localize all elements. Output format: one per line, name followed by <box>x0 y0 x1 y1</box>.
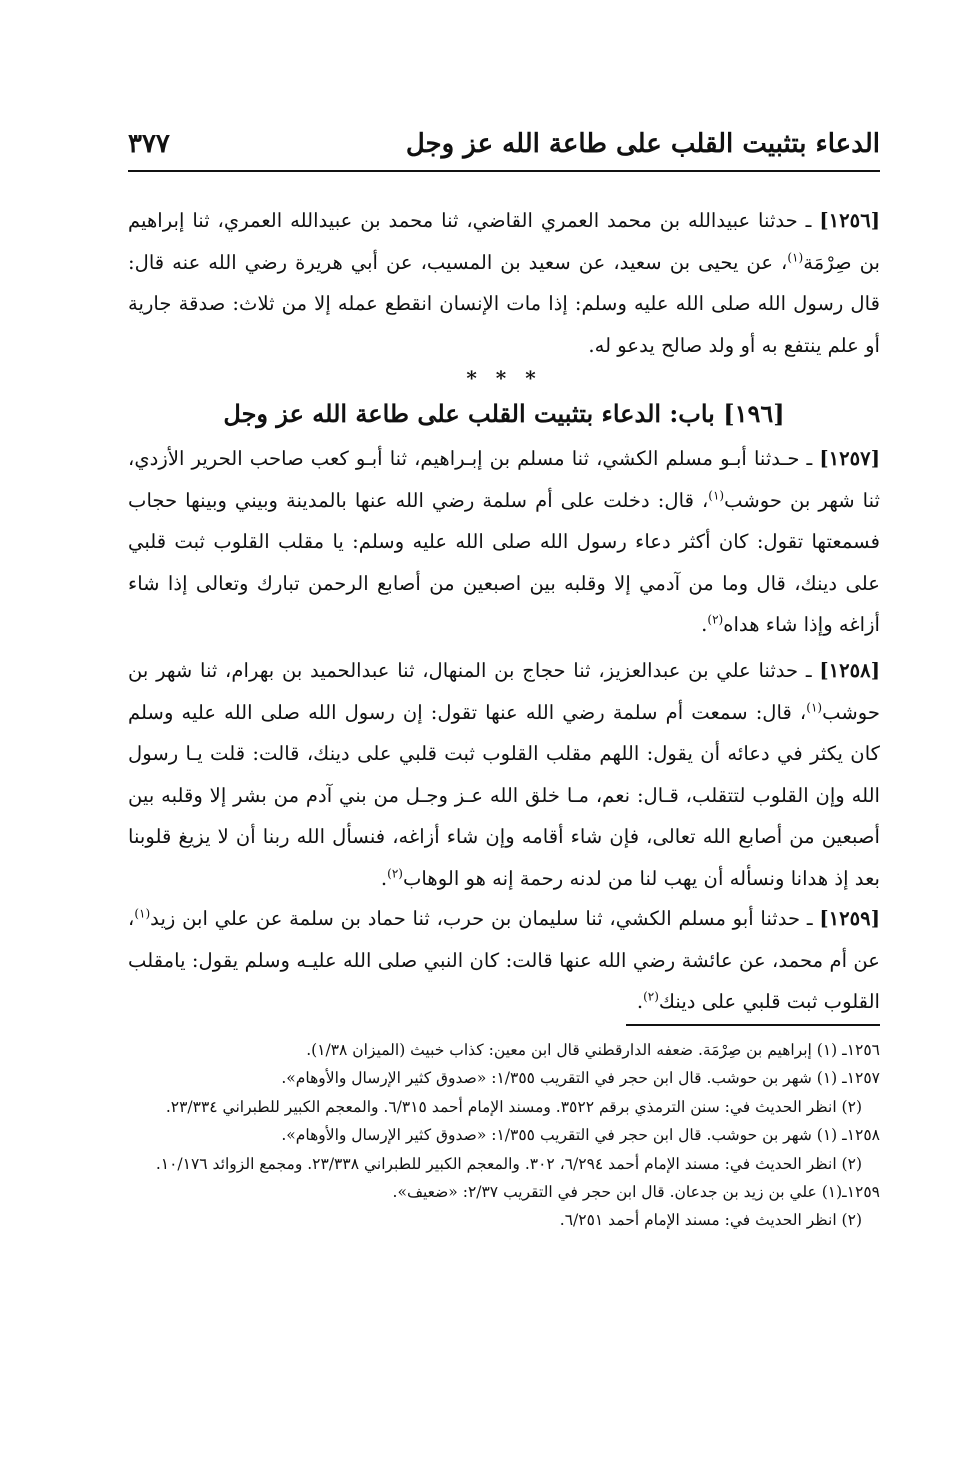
footnote-ref: (٢) <box>643 989 659 1004</box>
hadith-text: ، عن أم محمد، عن عائشة رضي الله عنها قالت: كان النبي صلى الله عليـه وسلم يقول: يامقلب القلوب ثبت قلبي على دينك <box>128 907 880 1013</box>
hadith-1257 <box>128 438 880 646</box>
footnote: ١٢٥٦ـ (١) إبراهيم بن صِرْمَة. ضعفه الدارقطني قال ابن معين: كذاب خبيث (الميزان ١/٣٨). <box>306 1041 880 1059</box>
page-number: ٣٧٧ <box>128 129 170 159</box>
hadith-number: [١٢٥٧] <box>819 447 880 470</box>
footnotes <box>128 1036 880 1235</box>
hadith-text: ـ حـدثنا أبـو مسلم الكشي، ثنا مسلم بن إبـراهيم، ثنا أبـو كعب صاحب الحرير الأزدي، ثنا شهر بن حوشب <box>128 447 880 512</box>
hadith-text: ـ حدثنا أبو مسلم الكشي، ثنا سليمان بن حرب، ثنا حماد بن سلمة عن علي ابن زيد <box>150 907 813 930</box>
page-title: الدعاء بتثبيت القلب على طاعة الله عز وجل <box>405 129 880 159</box>
hadith-text: ـ حدثنا علي بن عبدالعزيز، ثنا حجاج بن المنهال، ثنا عبدالحميد بن بهرام، ثنا شهر بن حوشب <box>128 659 880 724</box>
footnote-ref: (١) <box>134 906 151 921</box>
hadith-number: [١٢٥٦] <box>819 209 881 232</box>
footnote-ref: (١) <box>708 487 725 502</box>
hadith-1258 <box>128 650 880 899</box>
running-header <box>128 118 880 172</box>
footnote-ref: (٢) <box>387 865 403 880</box>
section-separator: * * * <box>466 366 542 390</box>
hadith-text: . <box>380 866 388 890</box>
hadith-text: ، عن يحيى بن سعيد، عن سعيد بن المسيب، عن أبي هريرة رضي الله عنه قال: قال رسول الله صلى الله عليه وسلم: إذا مات الإنسان انقطع عمله إلا من ثلاث: صدقة جارية أو علم ينتفع به أو ولد صالح يدعو له. <box>128 250 880 357</box>
chapter-heading: [١٩٦] باب: الدعاء بتثبيت القلب على طاعة الله عز وجل <box>223 399 785 428</box>
footnote: (٢) انظر الحديث في: مسند الإمام أحمد ٦/٢٥١. <box>559 1211 862 1230</box>
hadith-text: ، قال: دخلت على أم سلمة رضي الله عنها بالمدينة وبيني وبينها حجاب فسمعتها تقول: كان أكثر دعاء رسول الله صلى الله عليه وسلم: يا مقلب القلوب ثبت قلبي على دينك، قال وما من آدمي إلا وقلبه بين اصبعين من أصابع الرحمن تبارك وتعالى إذا شاء أزاغه وإذا شاء هداه <box>128 488 880 636</box>
hadith-number: [١٢٥٩] <box>819 907 880 930</box>
footnote: ١٢٥٧ـ (١) شهر بن حوشب. قال ابن حجر في التقريب ١/٣٥٥: «صدوق كثير الإرسال والأوهام». <box>281 1069 880 1088</box>
footnote: ١٢٥٨ـ (١) شهر بن حوشب. قال ابن حجر في التقريب ١/٣٥٥: «صدوق كثير الإرسال والأوهام». <box>281 1126 880 1145</box>
hadith-text: ـ حدثنا عبيدالله بن محمد العمري القاضي، ثنا محمد بن عبيدالله العمري، ثنا إبراهيم بن صِرْمَة <box>128 209 881 274</box>
hadith-text: ، قال: سمعت أم سلمة رضي الله عنها تقول: إن رسول الله صلى الله عليه وسلم كان يكثر في دعائه أن يقول: اللهم مقلب القلوب ثبت قلبي على دينك، قالت: قلت يـا رسول الله وإن القلوب لتتقلب، قـال: نعم، مـا خلق الله عـز وجـل من بني آدم من بشر إلا وقلبه بين أصبعين من أصابع الله تعالى، فإن شاء أقامه وإن شاء أزاغه، فنسأل الله ربنا أن لا يزيغ قلوبنا بعد إذ هدانا ونسأله أن يهب لنا من لدنه رحمة إنه هو الوهاب <box>128 700 880 890</box>
hadith-number: [١٢٥٨] <box>819 659 880 682</box>
footnote: ١٢٥٩ـ(١) علي بن زيد بن جدعان. قال ابن حجر في التقريب ٢/٣٧: «ضعيف». <box>392 1183 880 1202</box>
footnote-ref: (١) <box>806 699 823 714</box>
footnote: (٢) انظر الحديث في: مسند الإمام أحمد ٦/٢٩٤، ٣٠٢. والمعجم الكبير للطبراني ٢٣/٣٣٨. ومجمع الزوائد ١٠/١٧٦. <box>155 1154 862 1173</box>
footnote-ref: (١) <box>787 249 804 264</box>
footnote-ref: (٢) <box>707 612 724 627</box>
footnote-divider <box>626 1024 880 1026</box>
hadith-1259 <box>128 898 880 1023</box>
hadith-1256 <box>128 200 880 366</box>
footnote: (٢) انظر الحديث في: سنن الترمذي برقم ٣٥٢٢. ومسند الإمام أحمد ٦/٣١٥. والمعجم الكبير للطبراني ٢٣/٣٣٤. <box>165 1097 862 1116</box>
hadith-text: . <box>636 990 644 1013</box>
hadith-text: . <box>701 613 708 636</box>
